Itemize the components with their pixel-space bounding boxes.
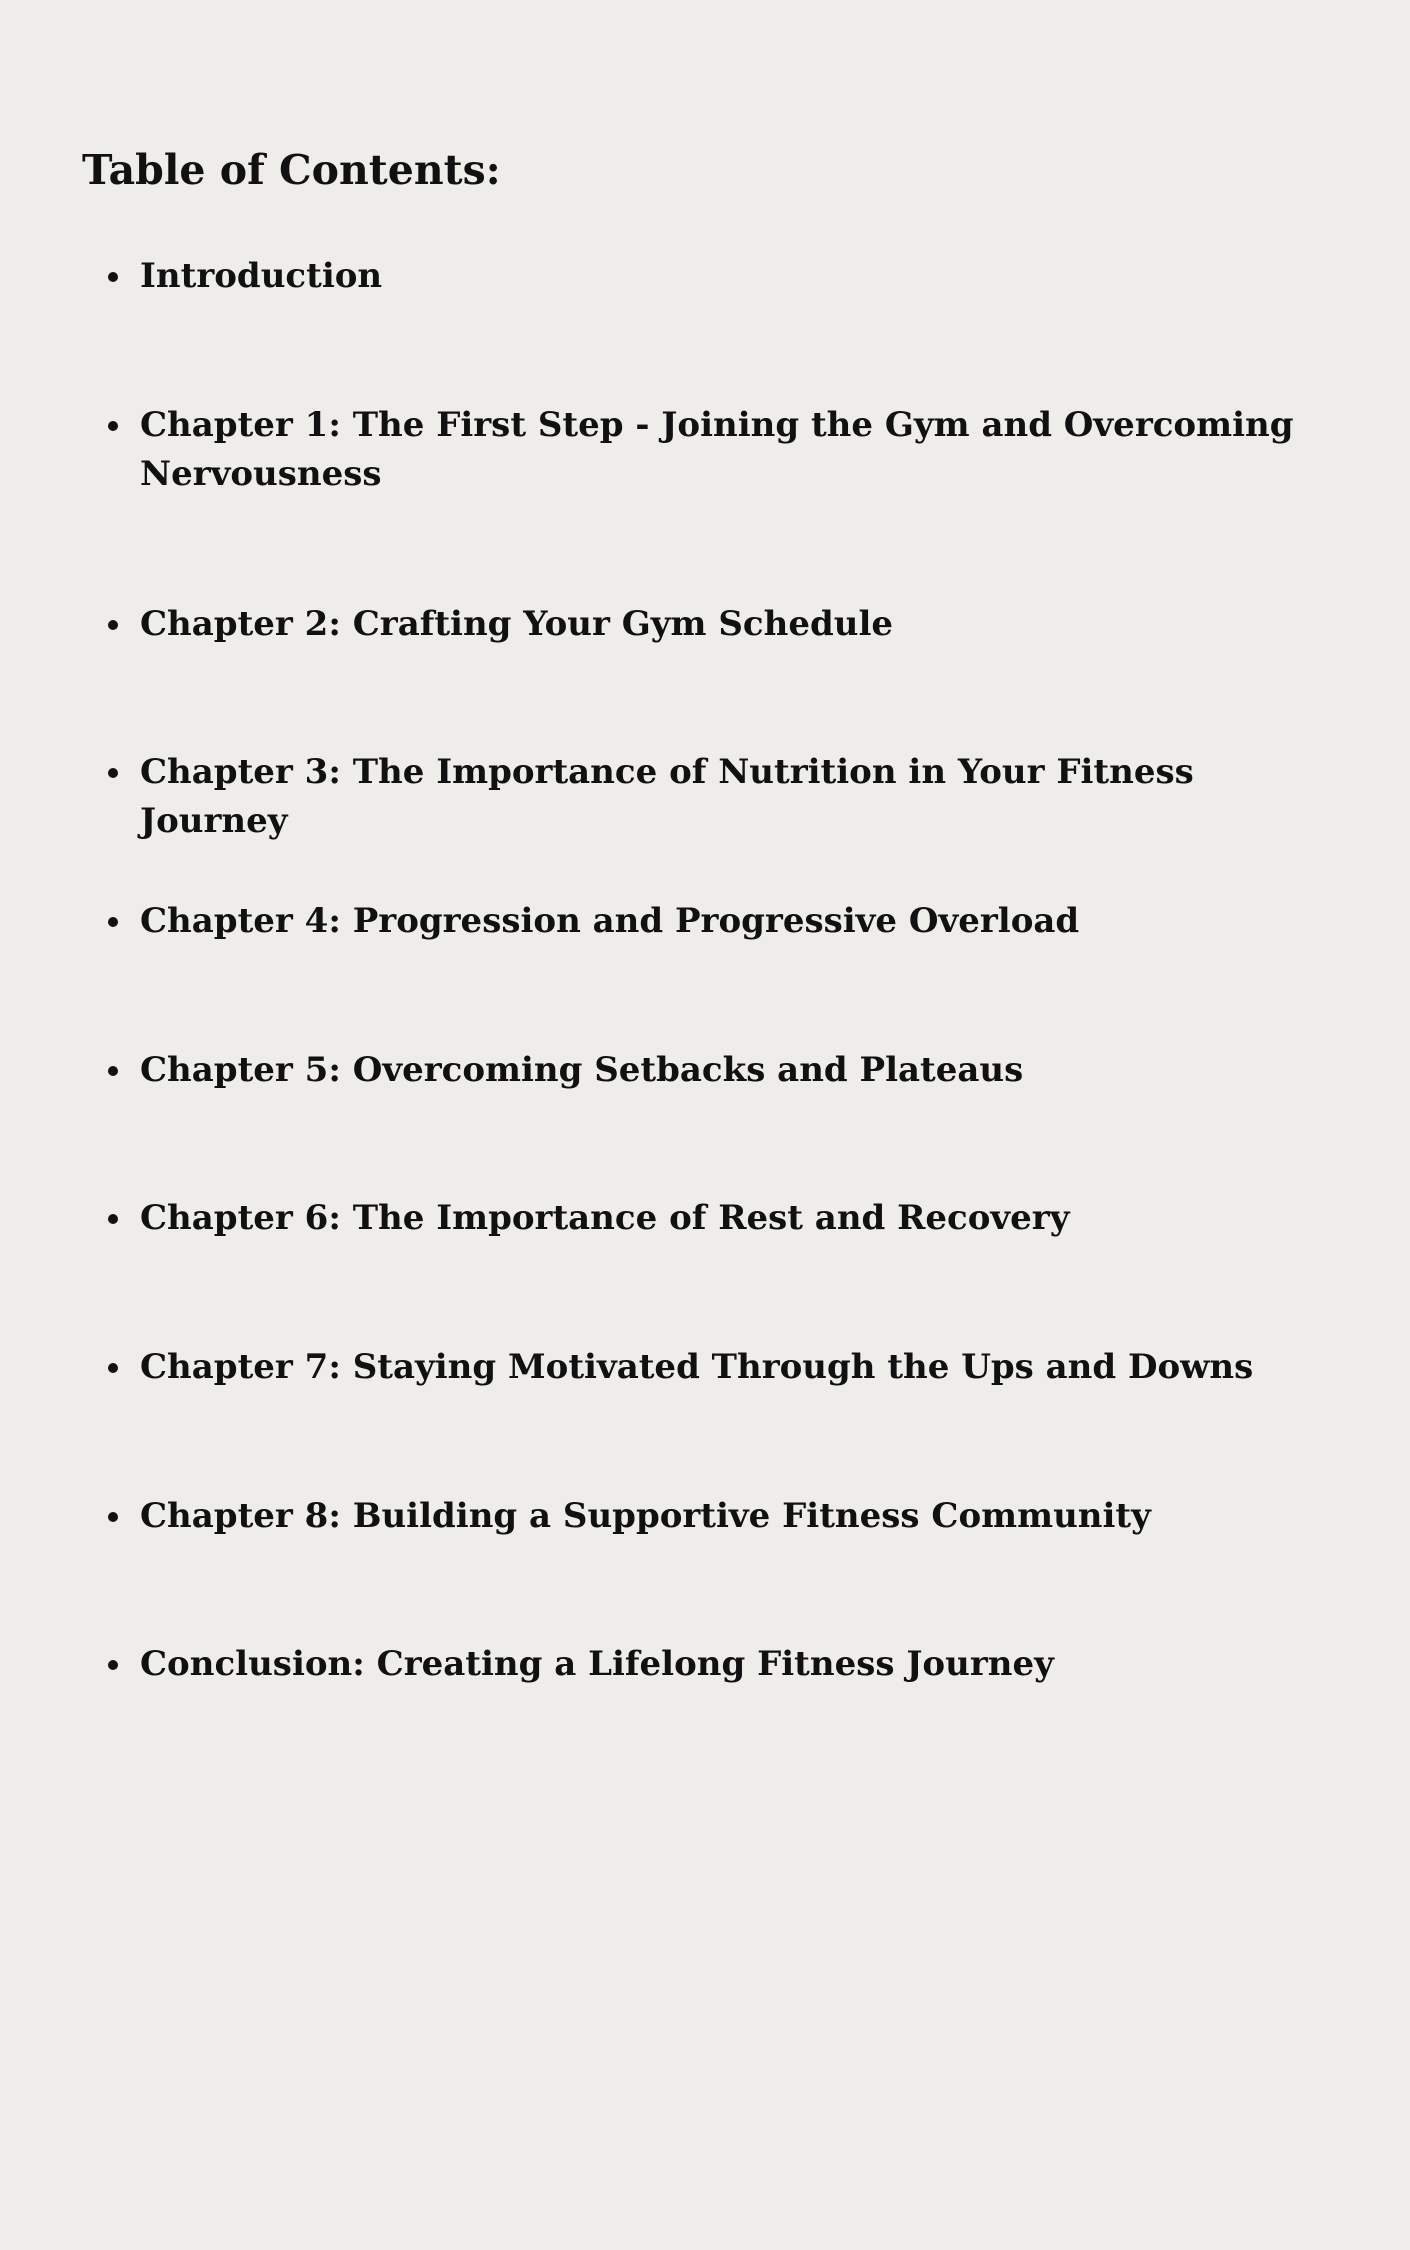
bullet-icon (108, 748, 122, 797)
toc-item-chapter-2 (140, 600, 1320, 649)
bullet-icon (108, 1194, 122, 1243)
toc-item-label: Introduction (140, 256, 383, 296)
toc-item-label: Chapter 8: Building a Supportive Fitness Community (140, 1496, 1151, 1536)
toc-item-label: Chapter 7: Staying Motivated Through the Ups and Downs (140, 1347, 1254, 1387)
toc-item-chapter-3 (140, 748, 1320, 846)
toc-item-label: Chapter 6: The Importance of Rest and Recovery (140, 1198, 1070, 1238)
toc-item-label: Chapter 4: Progression and Progressive Overload (140, 901, 1080, 941)
bullet-icon (108, 252, 122, 301)
toc-item-introduction (140, 252, 1320, 301)
bullet-icon (108, 1640, 122, 1689)
bullet-icon (108, 1046, 122, 1095)
bullet-icon (108, 600, 122, 649)
bullet-icon (108, 1492, 122, 1541)
toc-item-chapter-6 (140, 1194, 1320, 1243)
toc-item-label: Chapter 3: The Importance of Nutrition in Your Fitness Journey (140, 752, 1194, 841)
bullet-icon (108, 1343, 122, 1392)
toc-item-label: Chapter 2: Crafting Your Gym Schedule (140, 604, 894, 644)
toc-item-conclusion (140, 1640, 1320, 1689)
bullet-icon (108, 401, 122, 450)
toc-item-label: Chapter 1: The First Step - Joining the Gym and Overcoming Nervousness (140, 405, 1294, 494)
toc-item-chapter-5 (140, 1046, 1320, 1095)
toc-item-chapter-7 (140, 1343, 1320, 1392)
toc-item-label: Conclusion: Creating a Lifelong Fitness Journey (140, 1644, 1054, 1684)
bullet-icon (108, 897, 122, 946)
toc-heading: Table of Contents: (82, 146, 501, 194)
toc-item-label: Chapter 5: Overcoming Setbacks and Plateaus (140, 1050, 1024, 1090)
toc-item-chapter-4 (140, 897, 1320, 946)
toc-item-chapter-1 (140, 401, 1320, 499)
toc-item-chapter-8 (140, 1492, 1320, 1541)
